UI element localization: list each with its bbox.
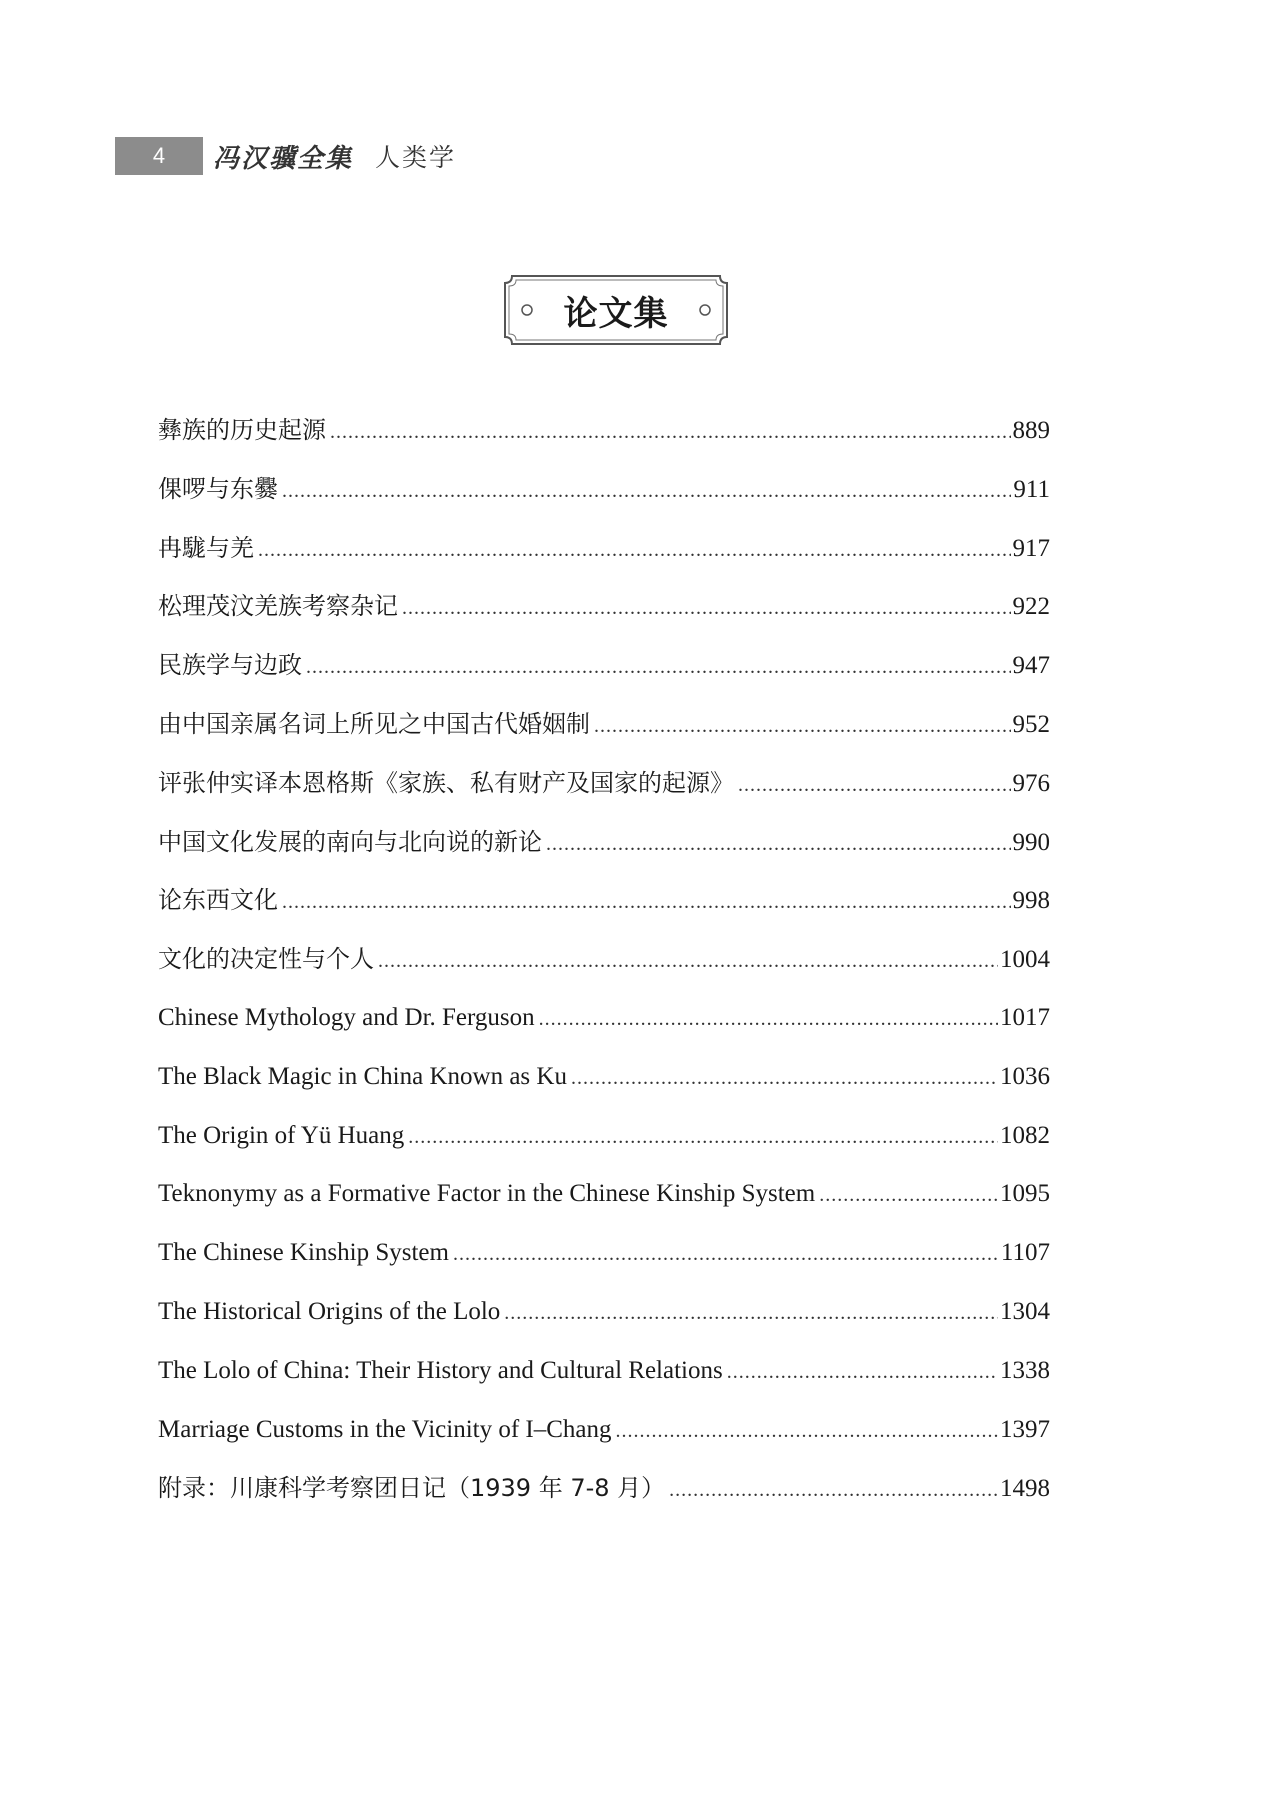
toc-entry[interactable] <box>158 1401 1050 1460</box>
toc-entry-title: 彝族的历史起源 <box>158 416 326 444</box>
toc-entry[interactable] <box>158 1283 1050 1342</box>
toc-dot-leader <box>378 932 998 991</box>
toc-entry-page: 990 <box>1012 828 1050 856</box>
toc-dot-leader <box>408 1108 998 1167</box>
toc-entry[interactable] <box>158 460 1050 519</box>
toc-entry-title: 倮啰与东爨 <box>158 474 278 503</box>
toc-entry-page: 1004 <box>1000 946 1050 974</box>
toc-entry-title: The Origin of Yü Huang <box>158 1121 405 1149</box>
toc-entry-page: 976 <box>1012 769 1050 797</box>
toc-entry-title: 论东西文化 <box>158 886 278 915</box>
toc-dot-leader <box>727 1343 998 1402</box>
toc-entry-page: 1017 <box>1000 1003 1050 1031</box>
toc-entry-title: Teknonymy as a Formative Factor in the Chinese Kinship System <box>158 1180 816 1208</box>
book-subtitle: 人类学 <box>375 143 457 172</box>
toc-entry[interactable] <box>158 813 1050 872</box>
toc-dot-leader <box>819 1166 998 1225</box>
toc-dot-leader <box>738 756 1011 815</box>
toc-entry-title: The Historical Origins of the Lolo <box>158 1297 501 1325</box>
toc-entry[interactable] <box>158 871 1050 930</box>
toc-entry-page: 889 <box>1012 417 1050 444</box>
table-of-contents <box>158 401 1050 1518</box>
toc-entry-page: 1498 <box>1000 1475 1050 1503</box>
toc-dot-leader <box>616 1402 998 1461</box>
toc-entry[interactable] <box>158 695 1050 754</box>
toc-entry-page: 922 <box>1012 593 1050 621</box>
toc-entry-page: 947 <box>1012 652 1050 680</box>
page-number: 4 <box>115 137 203 175</box>
toc-entry[interactable] <box>158 1107 1050 1166</box>
toc-entry-page: 998 <box>1012 887 1050 915</box>
toc-entry[interactable] <box>158 577 1050 636</box>
toc-dot-leader <box>282 873 1011 932</box>
toc-entry-page: 1082 <box>1000 1121 1050 1149</box>
toc-entry-title: 中国文化发展的南向与北向说的新论 <box>158 827 542 856</box>
toc-entry[interactable] <box>158 989 1050 1048</box>
running-header <box>115 136 456 176</box>
toc-entry-title: 附录：川康科学考察团日记（1939 年 7-8 月） <box>158 1474 666 1503</box>
toc-entry[interactable] <box>158 1459 1050 1518</box>
toc-dot-leader <box>546 815 1011 874</box>
toc-entry-page: 1304 <box>1000 1297 1050 1325</box>
toc-entry[interactable] <box>158 401 1050 460</box>
toc-entry-page: 917 <box>1012 534 1050 562</box>
toc-entry-page: 1338 <box>1000 1356 1050 1384</box>
toc-entry-page: 1107 <box>1000 1239 1050 1267</box>
toc-dot-leader <box>669 1461 998 1520</box>
toc-entry-title: 评张仲实译本恩格斯《家族、私有财产及国家的起源》 <box>158 768 734 797</box>
toc-dot-leader <box>258 521 1011 580</box>
toc-entry-title: 民族学与边政 <box>158 651 302 680</box>
toc-entry-title: The Chinese Kinship System <box>158 1239 449 1267</box>
toc-dot-leader <box>306 638 1011 697</box>
toc-entry-title: 由中国亲属名词上所见之中国古代婚姻制 <box>158 709 590 738</box>
book-title: 冯汉骥全集 <box>213 143 354 174</box>
toc-entry[interactable] <box>158 636 1050 695</box>
toc-dot-leader <box>571 1049 998 1108</box>
toc-entry[interactable] <box>158 1165 1050 1224</box>
toc-entry-page: 1095 <box>1000 1180 1050 1208</box>
toc-dot-leader <box>453 1225 999 1284</box>
toc-entry-page: 1036 <box>1000 1062 1050 1090</box>
toc-entry-title: 冉駹与羌 <box>158 533 254 562</box>
toc-entry[interactable] <box>158 1224 1050 1283</box>
toc-dot-leader <box>402 579 1011 638</box>
toc-entry[interactable] <box>158 519 1050 578</box>
toc-entry-page: 952 <box>1012 710 1050 738</box>
toc-dot-leader <box>282 462 1011 521</box>
toc-dot-leader <box>594 697 1011 756</box>
toc-entry-title: 松理茂汶羌族考察杂记 <box>158 592 398 621</box>
toc-entry-title: 文化的决定性与个人 <box>158 945 374 974</box>
toc-entry[interactable] <box>158 1048 1050 1107</box>
toc-entry[interactable] <box>158 754 1050 813</box>
toc-dot-leader <box>330 403 1011 462</box>
toc-entry-page: 911 <box>1013 475 1050 503</box>
section-title: 论文集 <box>563 293 669 334</box>
toc-dot-leader <box>539 990 998 1049</box>
toc-entry-title: Marriage Customs in the Vicinity of I–Chang <box>158 1415 612 1443</box>
section-title-frame <box>504 275 728 345</box>
toc-entry[interactable] <box>158 1342 1050 1401</box>
toc-entry-page: 1397 <box>1000 1415 1050 1443</box>
toc-dot-leader <box>504 1284 998 1343</box>
toc-entry-title: Chinese Mythology and Dr. Ferguson <box>158 1003 535 1031</box>
toc-entry[interactable] <box>158 930 1050 989</box>
toc-entry-title: The Lolo of China: Their History and Cultural Relations <box>158 1356 723 1384</box>
toc-entry-title: The Black Magic in China Known as Ku <box>158 1062 567 1090</box>
